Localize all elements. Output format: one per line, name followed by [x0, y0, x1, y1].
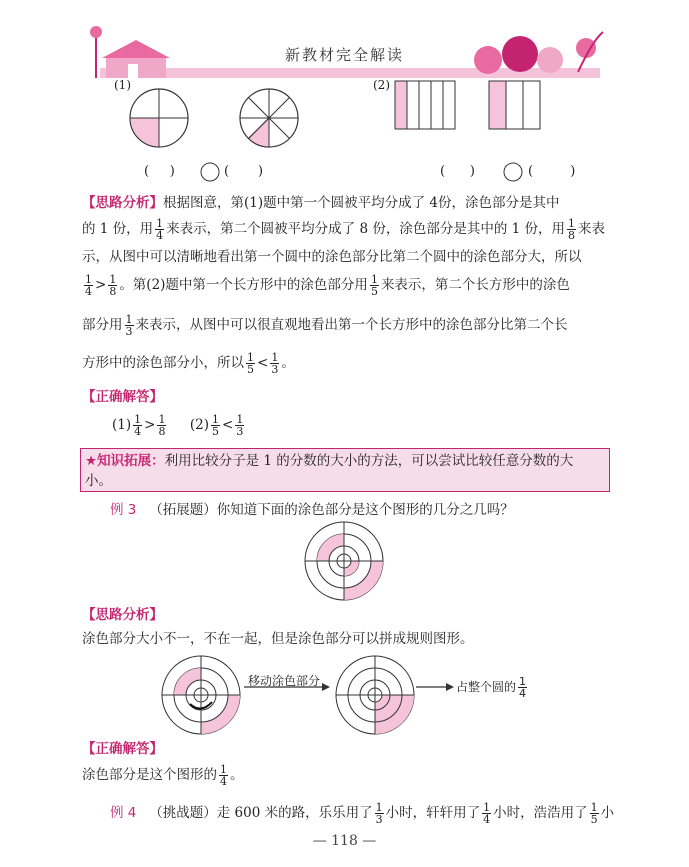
example3-line: 例 3 （拓展题）你知道下面的涂色部分是这个图形的几分之几吗？ [110, 502, 514, 518]
concentric-circles-figure [303, 520, 385, 602]
analysis1-line1: 【思路分析】根据图意，第(1)题中第一个圆被平均分成了 4份，涂色部分是其中 [82, 195, 560, 211]
compare-blank-right-2[interactable]: ( ) [528, 164, 576, 179]
compare-circle-1[interactable] [200, 162, 220, 182]
result-label: 占整个圆的 $\frac{1}{4}$ [456, 675, 527, 700]
page-number: — 118 — [312, 833, 377, 849]
extension-text-1: 利用比较分子是 1 的分数的大小的方法，可以尝试比较任意分数的大 [164, 453, 574, 469]
rect-thirds-figure [488, 80, 548, 130]
analysis1-line3: 示，从图中可以清晰地看出第一个圆中的涂色部分比第二个圆中的涂色部分大，所以 [82, 249, 582, 265]
analysis1-line4: $\frac{1}{4}$ > $\frac{1}{8}$ 。第(2)题中第一个长方形中的涂色部分用 $\frac{1}{5}$ 来表示，第二个长方形中的涂色 [85, 273, 570, 298]
analysis2-text: 涂色部分大小不一，不在一起，但是涂色部分可以拼成规则图形。 [82, 631, 474, 647]
answer2-tag: 【正确解答】 [82, 741, 163, 757]
analysis2-tag: 【思路分析】 [82, 607, 163, 623]
arrow-right-icon-2 [416, 680, 456, 694]
compare-blank-left-1[interactable]: ( ) [144, 164, 175, 179]
answer1-line: (1) $\frac{1}{4}$ > $\frac{1}{8}$ (2) $\frac{1}{5}$ < $\frac{1}{3}$ [112, 413, 244, 438]
rect-fifths-figure [394, 80, 464, 130]
header-title: 新教材完全解读 [284, 46, 404, 64]
arrow-right-icon [242, 680, 332, 694]
extension-tag: ★知识拓展： [85, 453, 165, 469]
fig-label-2: (2) [373, 78, 390, 92]
diagram-circle-before [160, 654, 242, 736]
knowledge-extension-box [80, 448, 610, 492]
analysis1-line5: 部分用 $\frac{1}{3}$ 来表示，从图中可以很直观地看出第一个长方形中的涂色部分比第二个长 [82, 313, 568, 338]
diagram-circle-after [334, 654, 416, 736]
circle-eighths-figure [238, 78, 300, 152]
example4-line: 例 4 （挑战题）走 600 米的路，乐乐用了 $\frac{1}{3}$ 小时，轩轩用了 $\frac{1}{4}$ 小时，浩浩用了 $\frac{1}{5}$ 小 [110, 801, 615, 826]
compare-blank-right-1[interactable]: ( ) [224, 164, 264, 179]
compare-circle-2[interactable] [503, 162, 523, 182]
analysis1-line2: 的 1 份，用 $\frac{1}{4}$ 来表示，第二个圆被平均分成了 8 份，涂色部分是其中的 1 份，用 $\frac{1}{8}$ 来表 [82, 217, 606, 242]
answer2-text: 涂色部分是这个图形的 $\frac{1}{4}$ 。 [82, 763, 244, 788]
compare-blank-left-2[interactable]: ( ) [440, 164, 475, 179]
move-label: 移动涂色部分 [248, 674, 321, 688]
answer1-tag: 【正确解答】 [82, 389, 163, 405]
extension-text-2: 小。 [85, 473, 112, 489]
analysis1-line6: 方形中的涂色部分小，所以 $\frac{1}{5}$ < $\frac{1}{3}$ 。 [82, 351, 295, 376]
circle-quarters-figure [128, 78, 190, 152]
fig-label-1: (1) [114, 78, 131, 92]
